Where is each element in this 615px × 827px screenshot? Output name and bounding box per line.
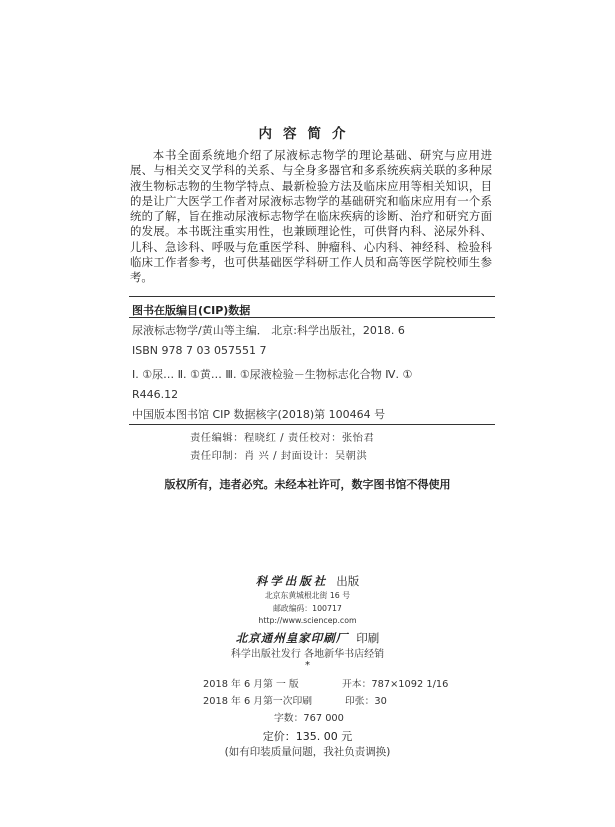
separator-mark: * [305,660,310,671]
publisher-website: http://www.sciencep.com [258,616,357,625]
cip-classification: Ⅰ. ①尿… Ⅱ. ①黄… Ⅲ. ①尿液检验－生物标志化合物 Ⅳ. ① [132,368,413,381]
cip-bottom-divider [129,424,495,425]
distribution-line: 科学出版社发行 各地新华书店经销 [230,649,385,660]
cip-title-line: 尿液标志物学/黄山等主编． 北京:科学出版社，2018. 6 [132,324,405,337]
sheets-info: 印张：30 [345,696,387,707]
printer-name: 北京通州皇家印刷厂 [235,631,349,645]
printing-info: 2018 年 6 月第一次印刷 [203,696,313,707]
cip-isbn: ISBN 978 7 03 057551 7 [132,344,267,357]
cip-call-number: R446.12 [132,388,179,401]
editor-credits: 责任编辑：程晓红 / 责任校对：张怡君 [190,432,375,444]
publisher-line [0,573,615,589]
edition-info: 2018 年 6 月第 一 版 [203,679,299,690]
quality-note: (如有印装质量问题，我社负责调换) [224,746,391,758]
summary-title: 内容简介 [258,126,357,142]
publisher-postcode: 邮政编码：100717 [273,604,342,613]
cip-heading: 图书在版编目(CIP)数据 [132,304,251,317]
publisher-address: 北京东黄城根北街 16 号 [264,591,351,600]
top-divider [129,296,495,297]
summary-paragraph [130,148,492,286]
cip-heading-divider [129,317,495,318]
format-info: 开本：787×1092 1/16 [342,679,449,690]
printer-line [0,630,615,646]
publisher-suffix: 出版 [336,574,360,588]
production-credits: 责任印制：肖 兴 / 封面设计：吴朝洪 [190,450,368,462]
copyright-notice: 版权所有，违者必究。未经本社许可，数字图书馆不得使用 [164,478,451,491]
price: 定价：135. 00 元 [262,730,353,743]
summary-text: 本书全面系统地介绍了尿液标志物学的理论基础、研究与应用进展、与相关交叉学科的关系、与全身多器官和多系统疾病关联的多种尿液生物标志物的生物学特点、最新检验方法及临床应用等相关知识，目的是让广大医学工作者对尿液标志物学的基础研究和临床应用有一个系统的了解，旨在推动尿液标志物学在临床疾病的诊断、治疗和研究方面的发展。本书既注重实用性，也兼顾理论性，可供肾内科、泌尿外科、儿科、急诊科、呼吸与危重医学科、肿瘤科、心内科、神经科、检验科临床工作者参考，也可供基础医学科研工作人员和高等医学院校师生参考。 [130,148,492,285]
printer-suffix: 印刷 [356,631,380,645]
publisher-name: 科学出版社 [255,574,329,588]
word-count: 字数：767 000 [274,713,344,724]
cip-number: 中国版本图书馆 CIP 数据核字(2018)第 100464 号 [132,408,386,421]
